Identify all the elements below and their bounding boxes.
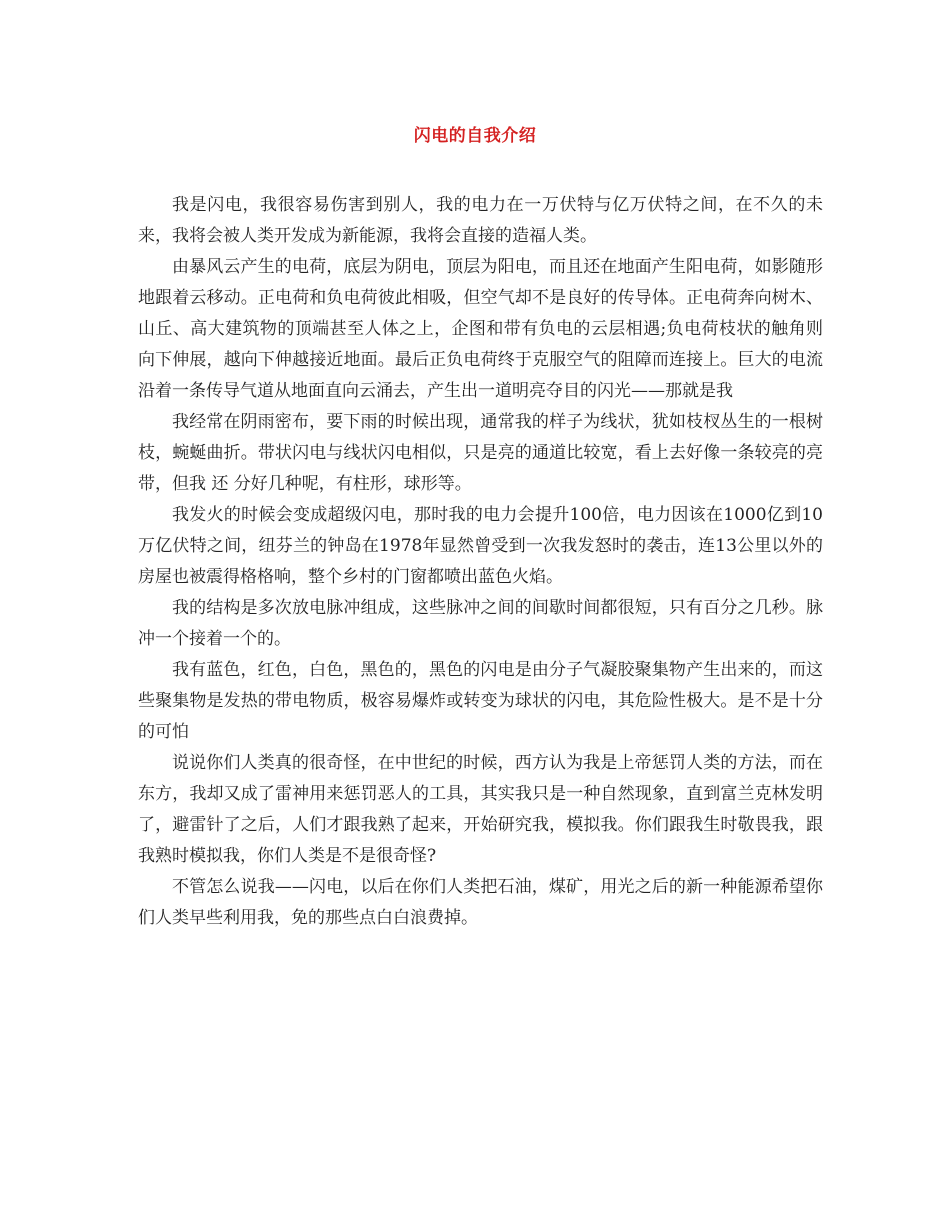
document-title: 闪电的自我介绍 xyxy=(413,126,537,146)
paragraph-2: 由暴风云产生的电荷，底层为阴电，顶层为阳电，而且还在地面产生阳电荷，如影随形地跟着云移动。正电荷和负电荷彼此相吸，但空气却不是良好的传导体。正电荷奔向树木、山丘、高大建筑物的顶端甚至人体之上，企图和带有负电的云层相遇;负电荷枝状的触角则向下伸展，越向下伸越接近地面。最后正负电荷终于克服空气的阻障而连接上。巨大的电流沿着一条传导气道从地面直向云涌去，产生出一道明亮夺目的闪光——那就是我 xyxy=(138,257,823,401)
paragraph-1: 我是闪电，我很容易伤害到别人，我的电力在一万伏特与亿万伏特之间，在不久的未来，我将会被人类开发成为新能源，我将会直接的造福人类。 xyxy=(138,195,823,246)
paragraph-5: 我的结构是多次放电脉冲组成，这些脉冲之间的间歇时间都很短，只有百分之几秒。脉冲一个接着一个的。 xyxy=(138,598,823,649)
paragraph-7: 说说你们人类真的很奇怪，在中世纪的时候，西方认为我是上帝惩罚人类的方法，而在东方，我却又成了雷神用来惩罚恶人的工具，其实我只是一种自然现象，直到富兰克林发明了，避雷针了之后，人们才跟我熟了起来，开始研究我，模拟我。你们跟我生时敬畏我，跟我熟时模拟我，你们人类是不是很奇怪? xyxy=(138,753,823,866)
paragraph-8: 不管怎么说我——闪电，以后在你们人类把石油，煤矿，用光之后的新一种能源希望你们人类早些利用我，免的那些点白白浪费掉。 xyxy=(138,877,823,928)
document-body xyxy=(138,190,823,934)
paragraph-4: 我发火的时候会变成超级闪电，那时我的电力会提升100倍，电力因该在1000亿到10万亿伏特之间，纽芬兰的钟岛在1978年显然曾受到一次我发怒时的袭击，连13公里以外的房屋也被震得格格响，整个乡村的门窗都喷出蓝色火焰。 xyxy=(138,505,823,587)
paragraph-6: 我有蓝色，红色，白色，黑色的，黑色的闪电是由分子气凝胶聚集物产生出来的，而这些聚集物是发热的带电物质，极容易爆炸或转变为球状的闪电，其危险性极大。是不是十分的可怕 xyxy=(138,660,823,742)
paragraph-3: 我经常在阴雨密布，要下雨的时候出现，通常我的样子为线状，犹如枝杈丛生的一根树枝，蜿蜒曲折。带状闪电与线状闪电相似，只是亮的通道比较宽，看上去好像一条较亮的亮带，但我 还 分好几种呢，有柱形，球形等。 xyxy=(138,412,823,494)
